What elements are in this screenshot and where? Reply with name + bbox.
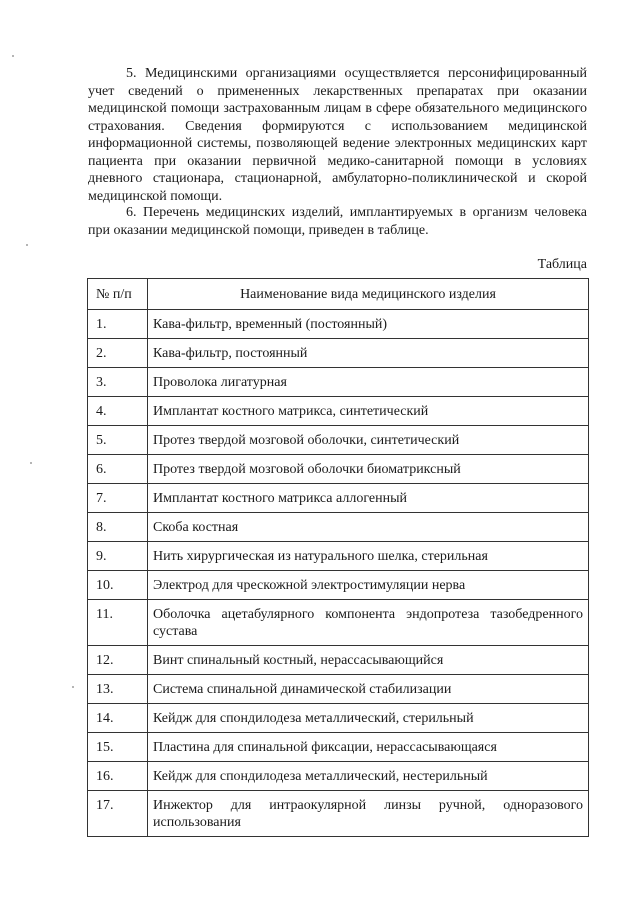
table-row <box>88 426 589 455</box>
table-row <box>88 571 589 600</box>
table-row <box>88 397 589 426</box>
row-number: 12. <box>88 646 148 675</box>
row-number: 16. <box>88 762 148 791</box>
table-header-row <box>88 279 589 310</box>
row-name: Винт спинальный костный, нерассасывающийся <box>148 646 589 675</box>
row-name: Проволока лигатурная <box>148 368 589 397</box>
row-number: 2. <box>88 339 148 368</box>
table-row <box>88 542 589 571</box>
table-row <box>88 310 589 339</box>
row-name: Протез твердой мозговой оболочки биоматриксный <box>148 455 589 484</box>
table-row <box>88 368 589 397</box>
row-name: Протез твердой мозговой оболочки, синтетический <box>148 426 589 455</box>
table-row <box>88 513 589 542</box>
scan-speck <box>30 462 32 464</box>
row-number: 9. <box>88 542 148 571</box>
row-number: 1. <box>88 310 148 339</box>
paragraph-5 <box>88 65 587 205</box>
row-number: 11. <box>88 600 148 646</box>
table-row <box>88 455 589 484</box>
paragraph-5-text: 5. Медицинскими организациями осуществляется персонифицированный учет сведений о примененных лекарственных препаратах при оказании медицинской помощи застрахованным лицам в сфере обязательного медицинского страхования. Сведения формируются с использованием медицинской информационной системы, позволяющей ведение электронных медицинских карт пациента при оказании первичной медико-санитарной помощи в условиях дневного стационара, стационарной, амбулаторно-поликлинической и скорой медицинской помощи. <box>88 66 587 204</box>
row-name: Система спинальной динамической стабилизации <box>148 675 589 704</box>
row-number: 13. <box>88 675 148 704</box>
row-name: Кейдж для спондилодеза металлический, стерильный <box>148 704 589 733</box>
table-row <box>88 762 589 791</box>
row-number: 6. <box>88 455 148 484</box>
paragraph-6-text: 6. Перечень медицинских изделий, имплантируемых в организм человека при оказании медицинской помощи, приведен в таблице. <box>88 205 587 238</box>
row-number: 17. <box>88 791 148 837</box>
row-name: Кава-фильтр, постоянный <box>148 339 589 368</box>
row-name: Нить хирургическая из натурального шелка, стерильная <box>148 542 589 571</box>
row-number: 7. <box>88 484 148 513</box>
scan-speck <box>12 55 14 57</box>
row-name: Имплантат костного матрикса аллогенный <box>148 484 589 513</box>
table-row <box>88 675 589 704</box>
table-row <box>88 791 589 837</box>
row-name: Кава-фильтр, временный (постоянный) <box>148 310 589 339</box>
table-caption: Таблица <box>537 257 587 272</box>
row-number: 8. <box>88 513 148 542</box>
paragraph-6 <box>88 204 587 239</box>
row-number: 4. <box>88 397 148 426</box>
table-row <box>88 704 589 733</box>
row-number: 14. <box>88 704 148 733</box>
row-number: 3. <box>88 368 148 397</box>
row-number: 10. <box>88 571 148 600</box>
table-row <box>88 339 589 368</box>
table-row <box>88 484 589 513</box>
medical-devices-table <box>87 278 589 837</box>
row-name: Кейдж для спондилодеза металлический, нестерильный <box>148 762 589 791</box>
row-name: Скоба костная <box>148 513 589 542</box>
row-name: Инжектор для интраокулярной линзы ручной, одноразового использования <box>148 791 589 837</box>
header-number: № п/п <box>88 279 148 310</box>
row-name: Оболочка ацетабулярного компонента эндопротеза тазобедренного сустава <box>148 600 589 646</box>
scan-speck <box>72 686 74 688</box>
table-row <box>88 733 589 762</box>
table-row <box>88 646 589 675</box>
scan-speck <box>26 244 28 246</box>
table-row <box>88 600 589 646</box>
row-name: Пластина для спинальной фиксации, нерассасывающаяся <box>148 733 589 762</box>
row-name: Имплантат костного матрикса, синтетический <box>148 397 589 426</box>
row-number: 15. <box>88 733 148 762</box>
row-name: Электрод для чрескожной электростимуляции нерва <box>148 571 589 600</box>
row-number: 5. <box>88 426 148 455</box>
header-name: Наименование вида медицинского изделия <box>148 279 589 310</box>
